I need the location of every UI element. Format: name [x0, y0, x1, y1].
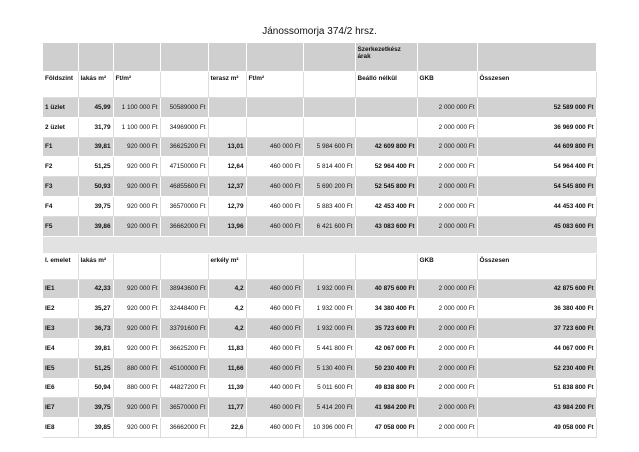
first-floor-row	[43, 319, 596, 339]
column-header	[113, 253, 160, 279]
ground-floor-row	[43, 98, 596, 118]
table-cell: 45 083 600 Ft	[477, 216, 596, 236]
arak-label: árak	[357, 53, 371, 60]
table-cell: 2 000 000 Ft	[417, 398, 477, 418]
table-cell: 36,73	[78, 319, 113, 339]
table-cell: 52 545 800 Ft	[355, 177, 417, 197]
column-header	[303, 72, 355, 98]
first-floor-row	[43, 279, 596, 299]
table-cell	[355, 117, 417, 137]
table-cell: 13,01	[208, 137, 246, 157]
header-band-cell	[355, 43, 417, 72]
table-cell: 2 000 000 Ft	[417, 196, 477, 216]
header-band-cell	[303, 43, 355, 72]
table-cell: 50,93	[78, 177, 113, 197]
table-cell: 920 000 Ft	[113, 418, 160, 438]
table-cell: 50589000 Ft	[160, 98, 208, 118]
table-cell: 11,66	[208, 358, 246, 378]
separator-cell	[78, 236, 113, 253]
separator-cell	[417, 236, 477, 253]
table-cell: 5 883 400 Ft	[303, 196, 355, 216]
table-cell: 11,83	[208, 338, 246, 358]
table-cell: 880 000 Ft	[113, 358, 160, 378]
ground-floor-row	[43, 177, 596, 197]
table-cell: 880 000 Ft	[113, 378, 160, 398]
table-cell: 42 875 600 Ft	[477, 279, 596, 299]
table-cell: 42,33	[78, 279, 113, 299]
table-cell: 12,64	[208, 157, 246, 177]
ground-floor-row	[43, 117, 596, 137]
table-cell: 2 üzlet	[43, 117, 78, 137]
table-cell: 43 984 200 Ft	[477, 398, 596, 418]
table-cell: 2 000 000 Ft	[417, 299, 477, 319]
table-cell: 460 000 Ft	[246, 137, 303, 157]
first-floor-row	[43, 358, 596, 378]
table-cell: 920 000 Ft	[113, 299, 160, 319]
table-cell: 51 838 800 Ft	[477, 378, 596, 398]
table-cell: 10 396 000 Ft	[303, 418, 355, 438]
table-cell: IE7	[43, 398, 78, 418]
column-header	[355, 253, 417, 279]
ground-floor-row	[43, 157, 596, 177]
separator-cell	[113, 236, 160, 253]
table-cell: 5 011 600 Ft	[303, 378, 355, 398]
table-cell: 36625200 Ft	[160, 137, 208, 157]
table-cell: 1 932 000 Ft	[303, 299, 355, 319]
table-cell: 2 000 000 Ft	[417, 418, 477, 438]
table-cell: 52 589 000 Ft	[477, 98, 596, 118]
table-cell: 36625200 Ft	[160, 338, 208, 358]
ground-floor-row	[43, 137, 596, 157]
header-band-cell	[208, 43, 246, 72]
price-table	[43, 43, 597, 438]
table-cell: 2 000 000 Ft	[417, 98, 477, 118]
table-cell: IE8	[43, 418, 78, 438]
table-cell: 920 000 Ft	[113, 157, 160, 177]
table-cell: 39,81	[78, 137, 113, 157]
table-cell: 920 000 Ft	[113, 196, 160, 216]
table-cell: 44 067 000 Ft	[477, 338, 596, 358]
table-cell: 4,2	[208, 319, 246, 339]
table-cell	[208, 98, 246, 118]
table-cell: 920 000 Ft	[113, 279, 160, 299]
table-cell: 920 000 Ft	[113, 319, 160, 339]
first-floor-row	[43, 378, 596, 398]
table-cell: 49 058 000 Ft	[477, 418, 596, 438]
table-cell: 460 000 Ft	[246, 299, 303, 319]
table-cell: 22,6	[208, 418, 246, 438]
table-cell: 36 380 400 Ft	[477, 299, 596, 319]
header-band-cell	[43, 43, 78, 72]
column-header	[160, 253, 208, 279]
table-cell: 920 000 Ft	[113, 216, 160, 236]
first-floor-row	[43, 338, 596, 358]
table-cell: 2 000 000 Ft	[417, 137, 477, 157]
column-header: Összesen	[477, 253, 596, 279]
ground-floor-header-row	[43, 72, 596, 98]
separator-cell	[246, 236, 303, 253]
header-band-cell	[417, 43, 477, 72]
table-cell: 2 000 000 Ft	[417, 157, 477, 177]
table-cell: 45100000 Ft	[160, 358, 208, 378]
table-cell: 1 100 000 Ft	[113, 117, 160, 137]
table-cell: 460 000 Ft	[246, 338, 303, 358]
column-header: Földszint	[43, 72, 78, 98]
table-cell: 54 545 800 Ft	[477, 177, 596, 197]
table-cell: 11,39	[208, 378, 246, 398]
table-cell: F2	[43, 157, 78, 177]
table-cell: 39,85	[78, 418, 113, 438]
table-cell	[208, 117, 246, 137]
table-cell	[246, 98, 303, 118]
column-header: GKB	[417, 253, 477, 279]
table-cell: 1 932 000 Ft	[303, 279, 355, 299]
table-cell: 44827200 Ft	[160, 378, 208, 398]
table-cell: 34 380 400 Ft	[355, 299, 417, 319]
table-cell: 460 000 Ft	[246, 358, 303, 378]
table-cell: 47 058 000 Ft	[355, 418, 417, 438]
table-cell: 45,99	[78, 98, 113, 118]
column-header: erkély m²	[208, 253, 246, 279]
table-cell: 54 964 400 Ft	[477, 157, 596, 177]
table-cell: 36662000 Ft	[160, 418, 208, 438]
table-cell: IE6	[43, 378, 78, 398]
header-band-row	[43, 43, 596, 72]
table-cell: 920 000 Ft	[113, 338, 160, 358]
column-header	[303, 253, 355, 279]
table-cell: 1 100 000 Ft	[113, 98, 160, 118]
table-cell	[246, 117, 303, 137]
table-cell: 5 690 200 Ft	[303, 177, 355, 197]
first-floor-row	[43, 299, 596, 319]
table-cell: 39,75	[78, 196, 113, 216]
column-header: Ft/m²	[246, 72, 303, 98]
table-cell: 460 000 Ft	[246, 398, 303, 418]
first-floor-row	[43, 398, 596, 418]
column-header: lakás m²	[78, 253, 113, 279]
table-cell	[355, 98, 417, 118]
ground-floor-row	[43, 196, 596, 216]
separator-cell	[303, 236, 355, 253]
table-cell: 35,27	[78, 299, 113, 319]
table-cell	[303, 98, 355, 118]
table-cell: 460 000 Ft	[246, 177, 303, 197]
table-cell: 52 230 400 Ft	[477, 358, 596, 378]
separator-row	[43, 236, 596, 253]
table-cell: 460 000 Ft	[246, 196, 303, 216]
table-cell: 36662000 Ft	[160, 216, 208, 236]
column-header	[246, 253, 303, 279]
table-cell: 35 723 600 Ft	[355, 319, 417, 339]
table-cell: 37 723 600 Ft	[477, 319, 596, 339]
table-cell: 39,75	[78, 398, 113, 418]
column-header: terasz m²	[208, 72, 246, 98]
table-cell: F1	[43, 137, 78, 157]
table-cell: IE4	[43, 338, 78, 358]
table-cell: 51,25	[78, 358, 113, 378]
separator-cell	[355, 236, 417, 253]
table-cell: 31,79	[78, 117, 113, 137]
table-cell: 47150000 Ft	[160, 157, 208, 177]
table-cell: 41 984 200 Ft	[355, 398, 417, 418]
table-cell: 920 000 Ft	[113, 177, 160, 197]
table-cell: 42 067 000 Ft	[355, 338, 417, 358]
table-cell	[303, 117, 355, 137]
table-cell: 460 000 Ft	[246, 216, 303, 236]
table-cell: 36570000 Ft	[160, 196, 208, 216]
column-header: Beálló nélkül	[355, 72, 417, 98]
table-cell: 52 964 400 Ft	[355, 157, 417, 177]
table-cell: 51,25	[78, 157, 113, 177]
table-cell: 33791600 Ft	[160, 319, 208, 339]
table-cell: 4,2	[208, 279, 246, 299]
szerkezetkesz-label: Szerkezetkész	[357, 46, 401, 53]
table-cell: 2 000 000 Ft	[417, 177, 477, 197]
table-cell: 1 932 000 Ft	[303, 319, 355, 339]
header-band-cell	[246, 43, 303, 72]
table-cell: 32448400 Ft	[160, 299, 208, 319]
separator-cell	[208, 236, 246, 253]
header-band-cell	[477, 43, 596, 72]
table-cell: 1 üzlet	[43, 98, 78, 118]
table-cell: 5 441 800 Ft	[303, 338, 355, 358]
table-cell: 5 814 400 Ft	[303, 157, 355, 177]
table-cell: 460 000 Ft	[246, 418, 303, 438]
table-cell: 2 000 000 Ft	[417, 216, 477, 236]
table-cell: 34969000 Ft	[160, 117, 208, 137]
table-cell: 36 969 000 Ft	[477, 117, 596, 137]
table-cell: 2 000 000 Ft	[417, 378, 477, 398]
header-band-cell	[113, 43, 160, 72]
table-cell: 460 000 Ft	[246, 279, 303, 299]
separator-cell	[160, 236, 208, 253]
table-cell: 13,96	[208, 216, 246, 236]
table-cell: 2 000 000 Ft	[417, 338, 477, 358]
table-cell: IE3	[43, 319, 78, 339]
table-cell: 920 000 Ft	[113, 137, 160, 157]
table-cell: 39,86	[78, 216, 113, 236]
table-cell: F4	[43, 196, 78, 216]
table-cell: 920 000 Ft	[113, 398, 160, 418]
table-cell: 5 414 200 Ft	[303, 398, 355, 418]
table-cell: 44 453 400 Ft	[477, 196, 596, 216]
table-cell: 46855600 Ft	[160, 177, 208, 197]
table-cell: 5 130 400 Ft	[303, 358, 355, 378]
table-cell: 12,37	[208, 177, 246, 197]
header-band-cell	[78, 43, 113, 72]
table-cell: 42 609 800 Ft	[355, 137, 417, 157]
separator-cell	[477, 236, 596, 253]
table-cell: 460 000 Ft	[246, 319, 303, 339]
table-cell: 49 838 800 Ft	[355, 378, 417, 398]
column-header: Összesen	[477, 72, 596, 98]
table-cell: 440 000 Ft	[246, 378, 303, 398]
table-cell: 460 000 Ft	[246, 157, 303, 177]
table-cell: 50,94	[78, 378, 113, 398]
table-cell: IE5	[43, 358, 78, 378]
table-cell: F5	[43, 216, 78, 236]
table-cell: 11,77	[208, 398, 246, 418]
header-band-cell	[160, 43, 208, 72]
column-header: I. emelet	[43, 253, 78, 279]
table-cell: 2 000 000 Ft	[417, 358, 477, 378]
table-cell: 38943600 Ft	[160, 279, 208, 299]
ground-floor-row	[43, 216, 596, 236]
price-table-body	[43, 43, 596, 437]
first-floor-row	[43, 418, 596, 438]
table-cell: 12,79	[208, 196, 246, 216]
table-cell: 2 000 000 Ft	[417, 117, 477, 137]
table-cell: 2 000 000 Ft	[417, 279, 477, 299]
table-cell: 44 609 800 Ft	[477, 137, 596, 157]
column-header: lakás m²	[78, 72, 113, 98]
table-cell: 6 421 600 Ft	[303, 216, 355, 236]
table-cell: 5 984 600 Ft	[303, 137, 355, 157]
column-header	[160, 72, 208, 98]
table-cell: 40 875 600 Ft	[355, 279, 417, 299]
column-header: Ft/m²	[113, 72, 160, 98]
table-cell: IE1	[43, 279, 78, 299]
table-cell: 4,2	[208, 299, 246, 319]
table-cell: F3	[43, 177, 78, 197]
column-header: GKB	[417, 72, 477, 98]
table-cell: 36570000 Ft	[160, 398, 208, 418]
first-floor-header-row	[43, 253, 596, 279]
table-cell: 50 230 400 Ft	[355, 358, 417, 378]
table-cell: 2 000 000 Ft	[417, 319, 477, 339]
table-cell: 42 453 400 Ft	[355, 196, 417, 216]
document-title: Jánossomorja 374/2 hrsz.	[262, 26, 377, 37]
table-cell: IE2	[43, 299, 78, 319]
separator-cell	[43, 236, 78, 253]
table-cell: 43 083 600 Ft	[355, 216, 417, 236]
table-cell: 39,81	[78, 338, 113, 358]
